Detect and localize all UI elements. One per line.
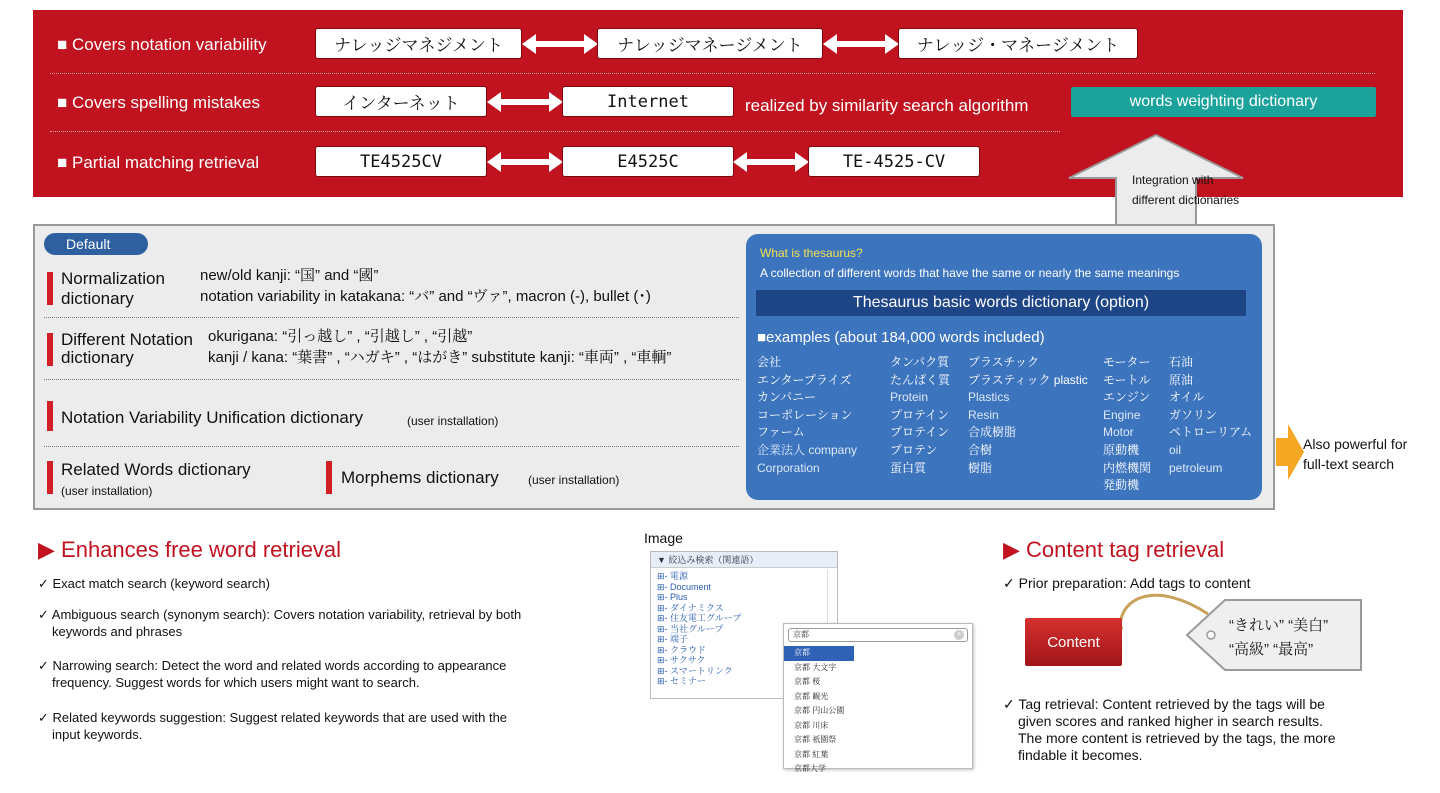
thesaurus-definition: A collection of different words that have the same or nearly the same meanings (760, 266, 1180, 280)
example-word: ファーム (757, 425, 805, 440)
term-box: TE4525CV (315, 146, 487, 177)
install-note: (user installation) (528, 473, 620, 487)
example-word: 原動機 (1103, 442, 1140, 457)
feature-item (38, 606, 638, 640)
example-word: プロテイン (890, 407, 950, 422)
row-label-notation: ■ Covers notation variability (57, 35, 267, 54)
related-term-item[interactable]: ⊞- 住友電工グループ (657, 613, 742, 623)
example-word: 蛋白質 (890, 460, 927, 475)
example-word: 原油 (1169, 372, 1194, 387)
content-block: Content (1025, 618, 1122, 666)
tag-retrieval-line: The more content is retrieved by the tags, the more (1018, 730, 1336, 746)
suggest-item[interactable]: 京都大学 (794, 764, 826, 773)
refine-search-header: ▼ 絞込み検索（関連語） (651, 552, 837, 568)
suggest-item[interactable]: 京都 円山公園 (794, 706, 845, 715)
free-word-heading: ▶ Enhances free word retrieval (38, 537, 342, 562)
thesaurus-dictionary-band: Thesaurus basic words dictionary (option) (756, 290, 1246, 316)
double-arrow-icon (487, 151, 563, 173)
suggest-item[interactable]: 京都 祇園祭 (794, 735, 837, 744)
example-word: petroleum (1169, 460, 1223, 475)
suggest-item[interactable]: 京都 川床 (794, 720, 829, 730)
feature-line: frequency. Suggest words for which users might want to search. (52, 675, 420, 690)
example-word: 発動機 (1103, 478, 1140, 493)
double-arrow-icon (823, 33, 899, 55)
example-word: カンパニー (757, 390, 817, 405)
feature-line: input keywords. (52, 727, 143, 742)
example-word: 石油 (1169, 355, 1194, 369)
example-word: 合成樹脂 (968, 425, 1017, 440)
suggest-item[interactable]: 京都 桜 (794, 677, 821, 686)
tag-retrieval-line: ✓ Tag retrieval: Content retrieved by the tags will be (1003, 696, 1325, 712)
example-word: エンジン (1103, 390, 1151, 405)
tag-retrieval-line: findable it becomes. (1018, 747, 1143, 763)
term-box: ナレッジマネジメント (315, 28, 522, 59)
related-term-item[interactable]: ⊞- セミナー (657, 676, 707, 686)
example-word: オイル (1169, 390, 1205, 405)
dict-marker (47, 333, 53, 366)
example-word: ガソリン (1169, 407, 1218, 422)
example-word: Resin (968, 407, 999, 422)
tag-retrieval-text (1003, 696, 1403, 764)
example-word: モートル (1103, 372, 1151, 387)
suggest-dropdown (783, 623, 973, 773)
example-word: プロテン (890, 442, 938, 457)
feature-line: ✓ Ambiguous search (synonym search): Covers notation variability, retrieval by both (38, 607, 522, 622)
integration-line: Integration with (1132, 173, 1214, 187)
separator (44, 317, 739, 318)
example-word: Plastics (968, 390, 1010, 405)
integration-line: different dictionaries (1132, 193, 1240, 207)
example-word: 企業法人 company (757, 442, 858, 457)
row-label-spelling: ■ Covers spelling mistakes (57, 93, 261, 112)
dict-title: Related Words dictionary (61, 460, 251, 479)
search-input-value: 京都 (793, 630, 809, 639)
suggest-item[interactable]: 京都 観光 (794, 691, 829, 701)
feature-line: ✓ Narrowing search: Detect the word and related words according to appearance (38, 658, 507, 673)
example-word: 会社 (757, 355, 782, 369)
dict-title: Different Notation (61, 330, 193, 349)
example-word: Motor (1103, 425, 1134, 440)
term-box: ナレッジマネージメント (597, 28, 823, 59)
example-word: プロテイン (890, 425, 950, 440)
example-word: エンタープライズ (757, 372, 852, 387)
also-line: full-text search (1303, 456, 1395, 472)
examples-heading: ■examples (about 184,000 words included) (757, 329, 1045, 346)
clear-icon[interactable]: × (954, 630, 964, 640)
example-word: ペトローリアム (1169, 425, 1253, 440)
feature-line: ✓ Exact match search (keyword search) (38, 576, 270, 591)
related-term-item[interactable]: ⊞- Document (657, 581, 712, 592)
dict-title: Normalization (61, 269, 165, 288)
example-word: Corporation (757, 460, 820, 475)
example-column (968, 354, 1088, 477)
related-term-item[interactable]: ⊞- サクサク (657, 655, 706, 665)
double-arrow-icon (522, 33, 598, 55)
feature-line: ✓ Related keywords suggestion: Suggest related keywords that are used with the (38, 710, 508, 725)
example-word: Protein (890, 390, 929, 405)
related-term-item[interactable]: ⊞- クラウド (657, 644, 707, 655)
default-badge: Default (44, 233, 148, 255)
tag-icon (1185, 598, 1365, 672)
feature-item (38, 657, 638, 691)
dict-marker (47, 401, 53, 431)
search-input[interactable] (788, 628, 968, 642)
install-note: (user installation) (407, 414, 499, 428)
example-word: タンパク質 (890, 355, 950, 369)
feature-item (38, 709, 638, 743)
row-divider (50, 131, 1060, 132)
example-column (757, 354, 857, 477)
row-label-partial: ■ Partial matching retrieval (57, 153, 260, 172)
dict-title: Morphems dictionary (341, 468, 499, 487)
example-word: 内燃機関 (1103, 460, 1152, 475)
example-column (1103, 354, 1151, 495)
install-note: (user installation) (61, 484, 153, 498)
double-arrow-icon (733, 151, 809, 173)
feature-item (38, 575, 638, 592)
related-term-item[interactable]: ⊞- ダイナミクス (657, 602, 724, 613)
example-word: 樹脂 (968, 460, 993, 475)
related-term-item[interactable]: ⊞- Plus (657, 592, 688, 602)
prep-line: ✓ Prior preparation: Add tags to content (1003, 575, 1251, 591)
suggest-item[interactable]: 京都 (784, 646, 854, 661)
dict-marker (326, 461, 332, 494)
related-term-item[interactable]: ⊞- 電源 (657, 571, 689, 581)
suggest-item[interactable]: 京都 紅葉 (794, 749, 829, 759)
related-term-item[interactable]: ⊞- 当社グループ (657, 623, 724, 634)
tag-retrieval-line: given scores and ranked higher in search results. (1018, 713, 1324, 729)
suggest-item[interactable]: 京都 大文字 (794, 662, 837, 672)
words-weighting-dictionary-box: words weighting dictionary (1071, 87, 1376, 117)
dict-desc: notation variability in katakana: “バ” and “ヴァ”, macron (-), bullet (･) (200, 288, 651, 305)
dict-marker (47, 272, 53, 305)
example-word: たんぱく質 (890, 372, 951, 387)
example-word: モーター (1103, 355, 1151, 369)
dict-desc: okurigana: “引っ越し” , “引越し” , “引越” (208, 328, 473, 345)
example-word: Engine (1103, 407, 1141, 422)
term-box: ナレッジ・マネージメント (898, 28, 1138, 59)
term-box: E4525C (562, 146, 734, 177)
similarity-note: realized by similarity search algorithm (745, 96, 1029, 115)
dict-title: dictionary (61, 289, 134, 308)
term-box: TE-4525-CV (808, 146, 980, 177)
feature-line: keywords and phrases (52, 624, 183, 639)
content-tag-heading: ▶ Content tag retrieval (1003, 537, 1225, 562)
example-word: 合樹 (968, 442, 993, 457)
separator (44, 379, 739, 380)
tag-text: “きれい” “美白” (1229, 617, 1329, 634)
example-word: プラスティック plastic (968, 372, 1088, 387)
term-box: インターネット (315, 86, 487, 117)
thesaurus-question: What is thesaurus? (760, 246, 863, 260)
related-term-item[interactable]: ⊞- スマートリンク (657, 665, 733, 676)
dict-desc: kanji / kana: “葉書” , “ハガキ” , “はがき” substitute kanji: “車両” , “車輌” (208, 349, 672, 366)
example-column (1169, 354, 1252, 477)
dict-title: dictionary (61, 348, 134, 367)
related-term-item[interactable]: ⊞- 端子 (657, 634, 689, 644)
row-divider (50, 73, 1375, 74)
example-column (890, 354, 950, 477)
example-word: コーポレーション (757, 407, 853, 422)
term-box: Internet (562, 86, 734, 117)
double-arrow-icon (487, 91, 563, 113)
dict-marker (47, 461, 53, 494)
separator (44, 446, 739, 447)
also-powerful-note (1303, 434, 1407, 474)
right-arrow-icon (1276, 424, 1304, 480)
dict-title: Notation Variability Unification dictionary (61, 408, 364, 427)
tag-text: “高級” “最高” (1229, 641, 1314, 658)
image-label: Image (644, 530, 683, 546)
example-word: oil (1169, 442, 1182, 457)
example-word: プラスチック (968, 355, 1040, 369)
dict-desc: new/old kanji: “国” and “國” (200, 267, 379, 284)
also-line: Also powerful for (1303, 436, 1408, 452)
